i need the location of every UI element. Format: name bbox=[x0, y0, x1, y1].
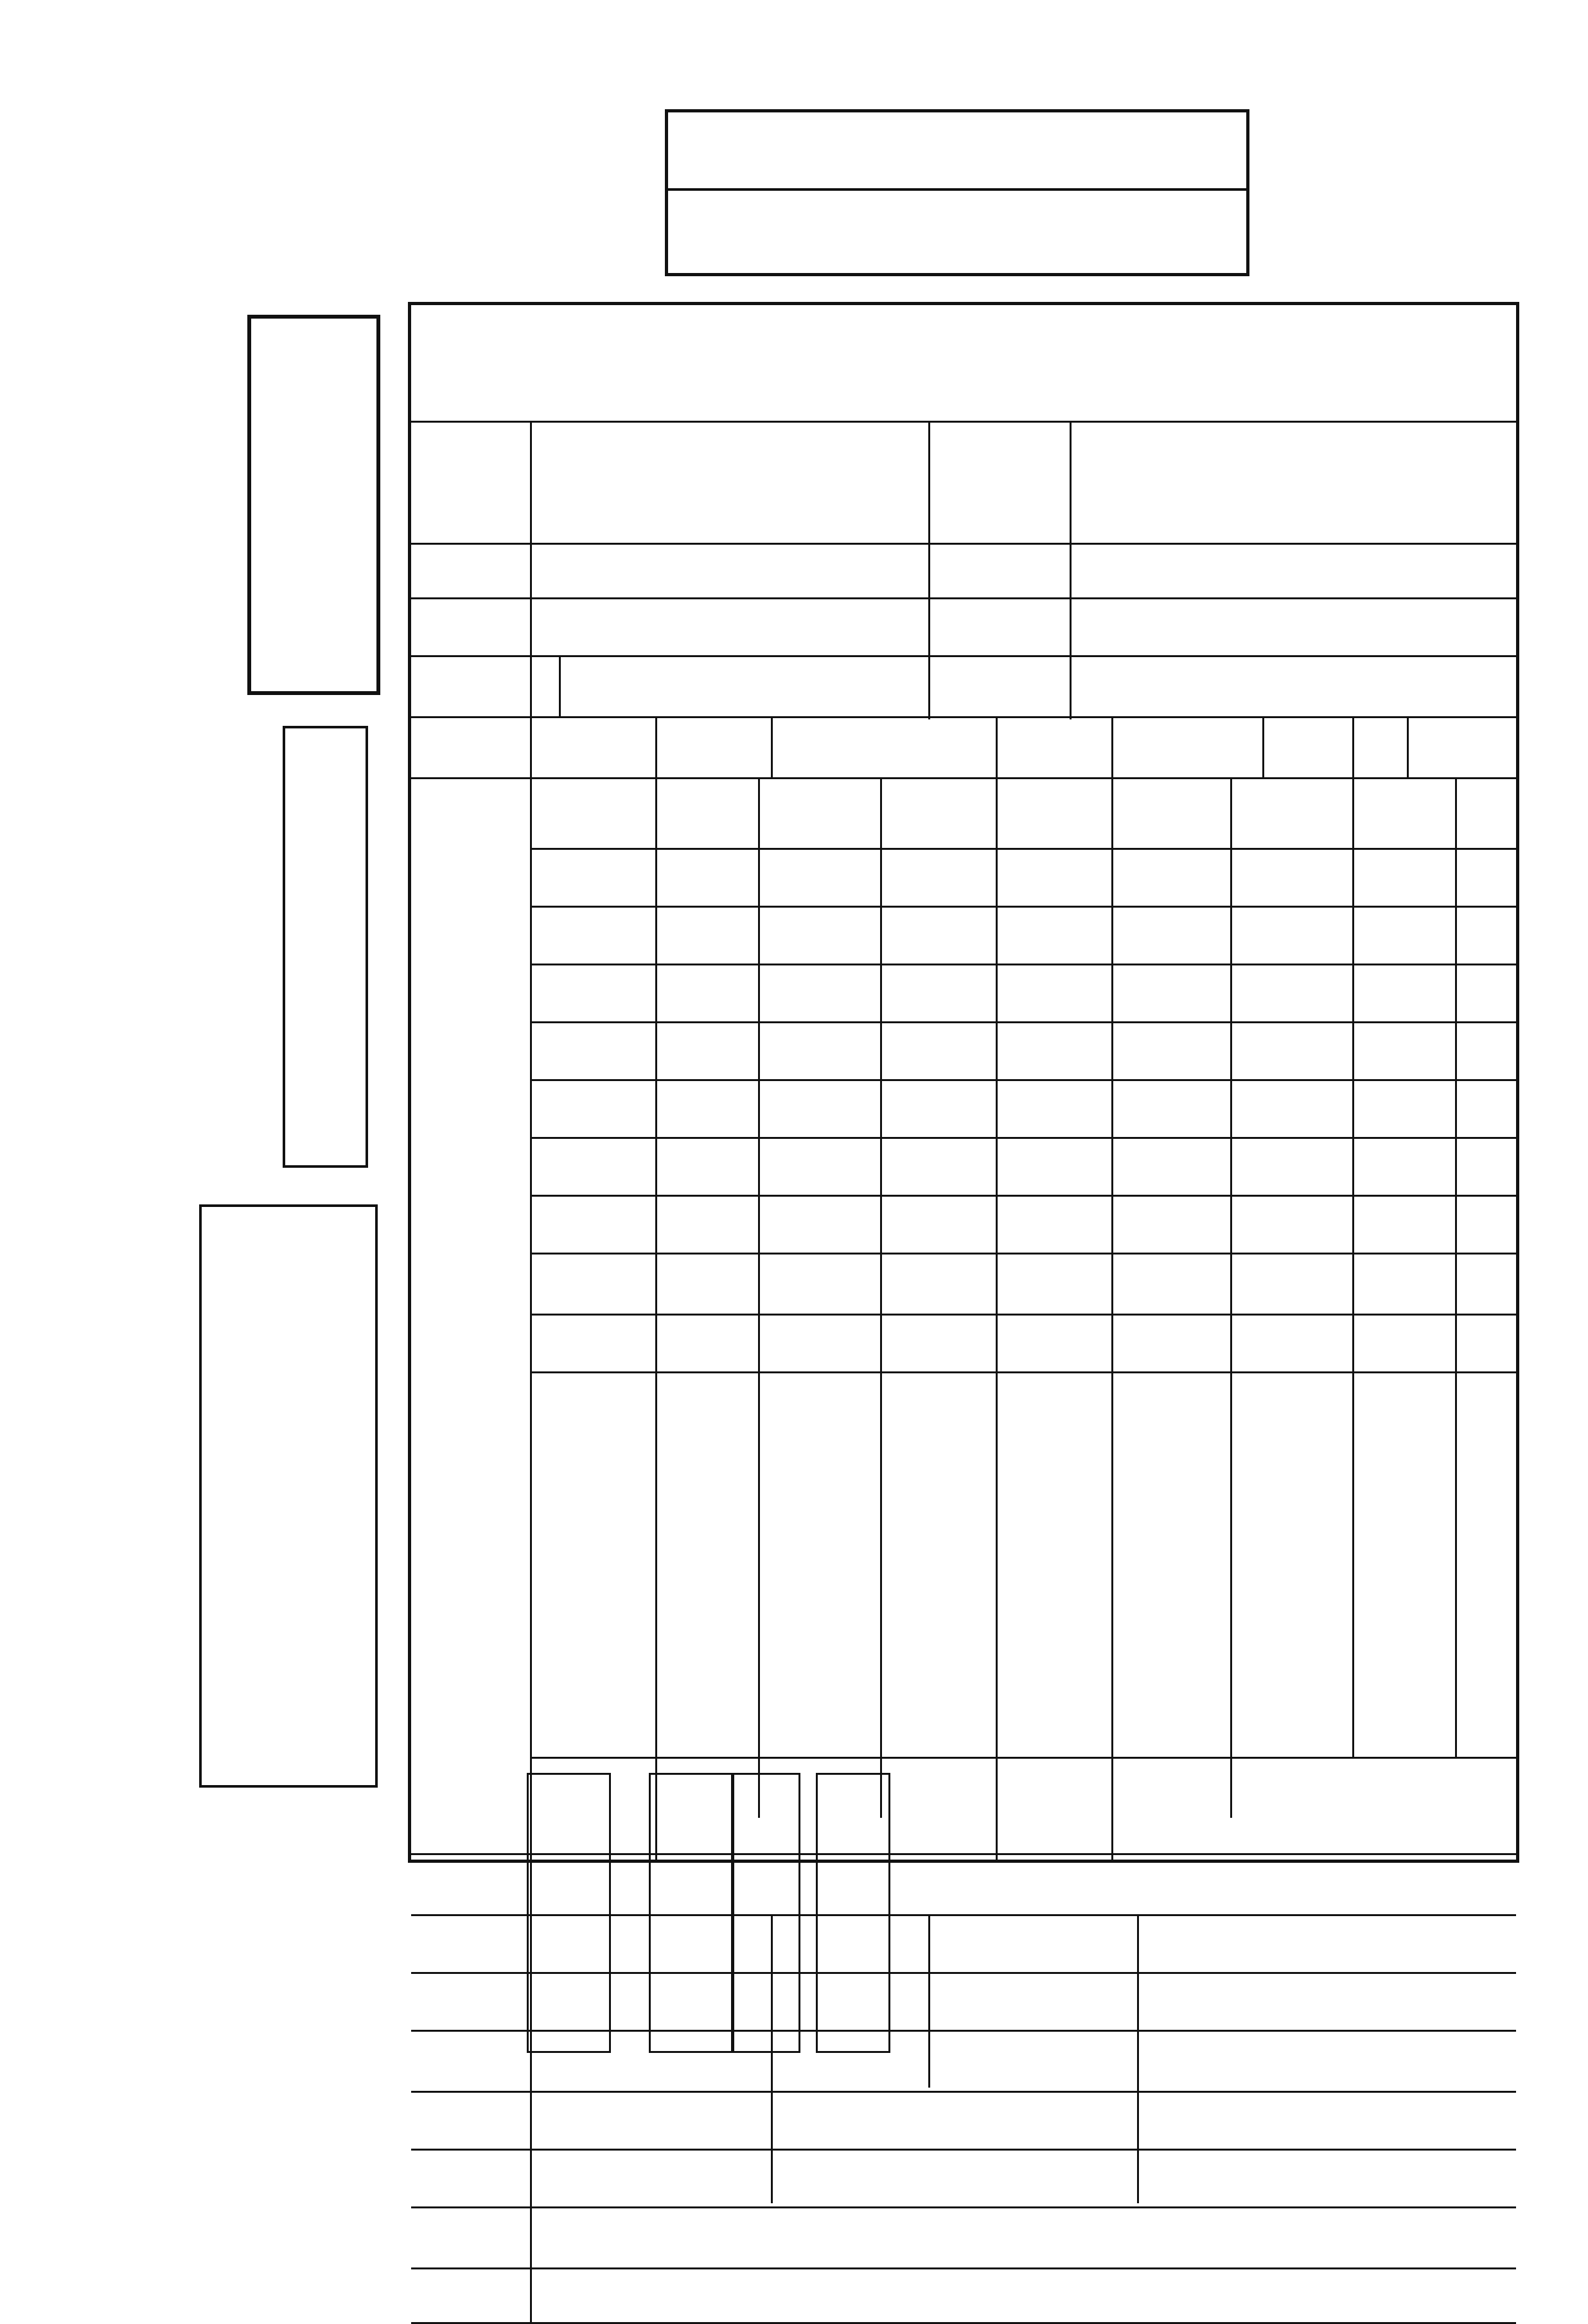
reissue-note bbox=[199, 1204, 378, 1788]
signature-stamp bbox=[527, 1773, 611, 2053]
signature-stamp bbox=[732, 1773, 800, 2053]
note-stamp bbox=[283, 726, 368, 1168]
permit-form bbox=[408, 302, 1519, 1863]
reissue-stamp bbox=[247, 315, 380, 695]
signature-stamp bbox=[649, 1773, 733, 2053]
signature-stamp bbox=[816, 1773, 890, 2053]
stamp-divider bbox=[668, 188, 1246, 191]
warning-stamp bbox=[665, 109, 1249, 276]
